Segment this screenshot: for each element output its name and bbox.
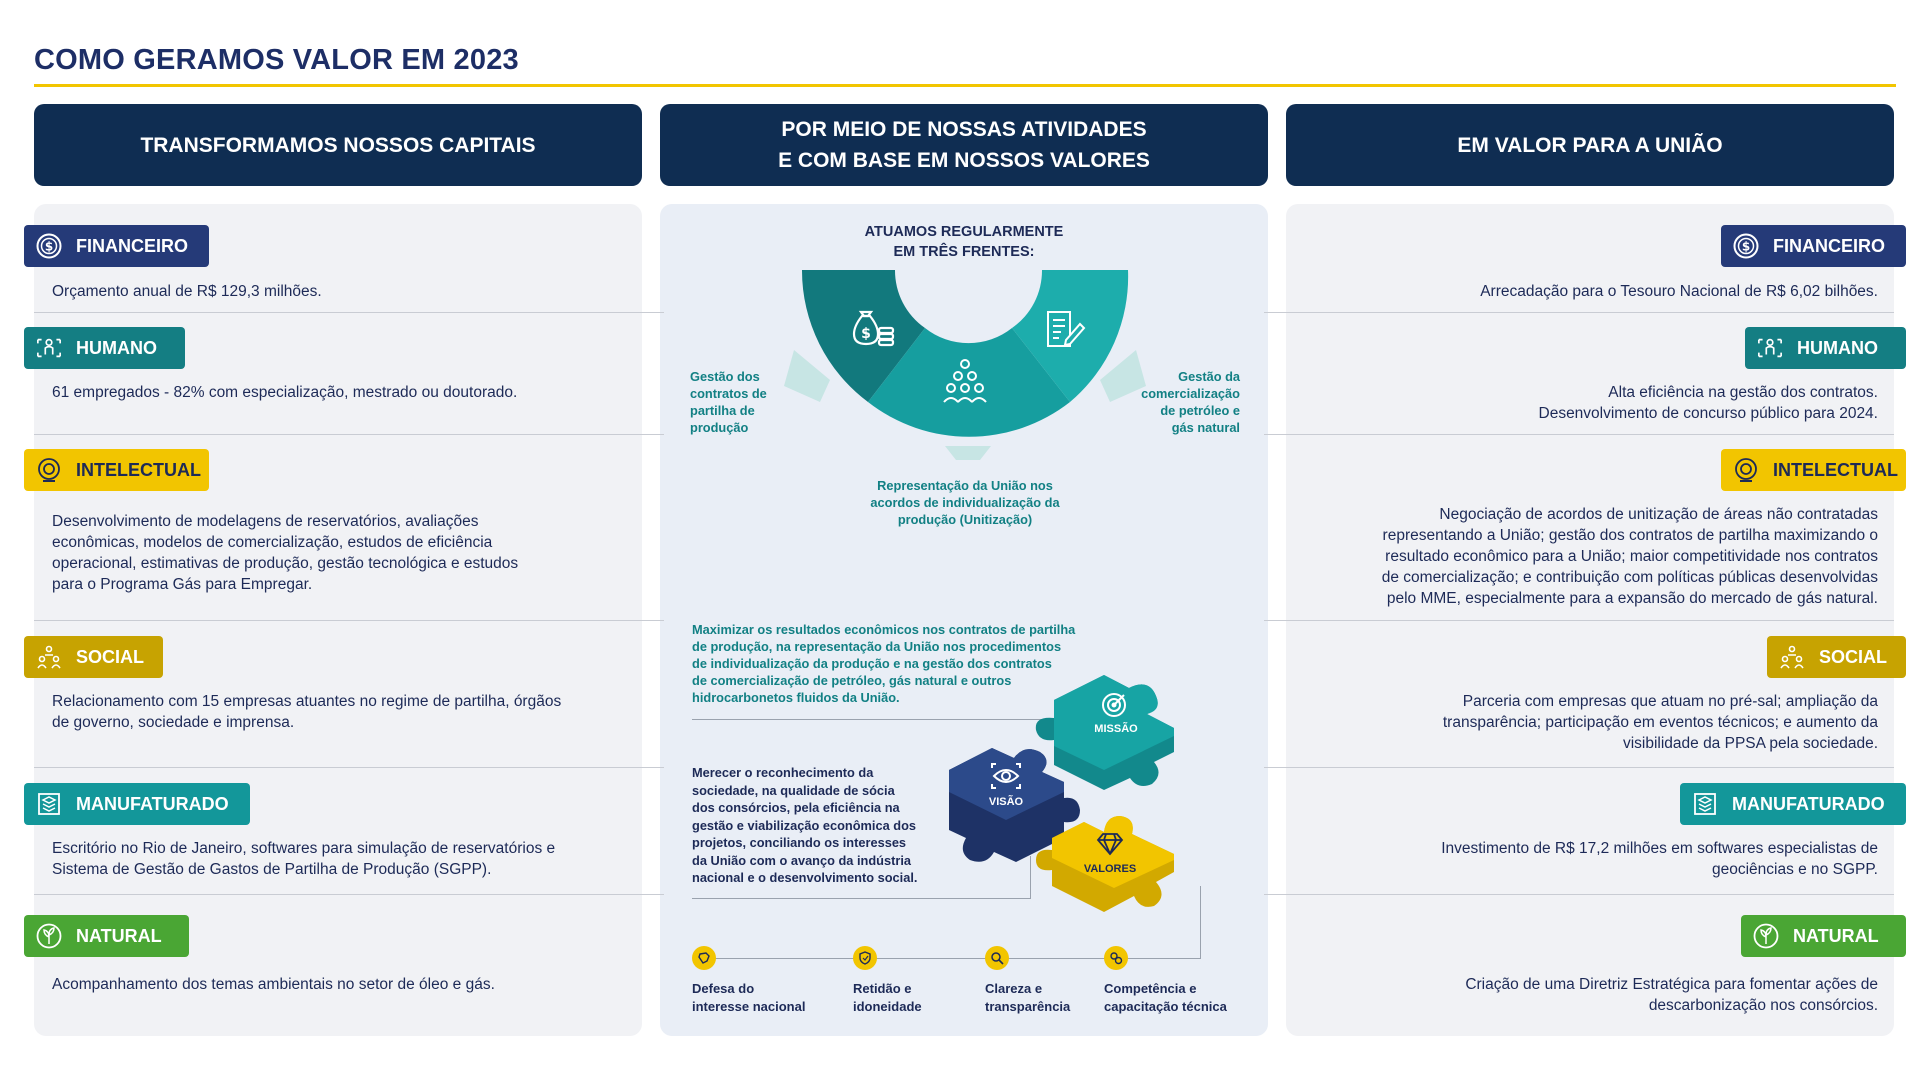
people-network-icon [1757, 335, 1783, 361]
capital-intelectual-right [1721, 449, 1906, 491]
text-line: de governo, sociedade e imprensa. [52, 714, 295, 731]
value-line: Clareza e [985, 981, 1043, 996]
value-item [692, 980, 805, 1016]
capital-humano-right [1745, 327, 1906, 369]
capital-label: SOCIAL [1819, 646, 1888, 667]
magnifier-icon [985, 946, 1009, 970]
leaf-icon [36, 923, 62, 949]
text-line: geociências e no SGPP. [1711, 861, 1878, 878]
puzzle-graphic [944, 660, 1254, 930]
svg-text:$: $ [861, 326, 871, 342]
header-value [1286, 104, 1894, 186]
values-piece-label: VALORES [1083, 863, 1137, 875]
text-line: Parceria com empresas que atuam no pré-sal; ampliação da [1462, 693, 1878, 710]
brain-gear-icon [1733, 457, 1759, 483]
capital-humano-left-text: 61 empregados - 82% com especialização, mestrado ou doutorado. [52, 384, 518, 401]
text-line: produção [690, 420, 749, 435]
arrow-bottom-shape [945, 446, 991, 460]
separator-line [1264, 620, 1894, 621]
capital-natural-right [1741, 915, 1906, 957]
capital-financeiro-left-text: Orçamento anual de R$ 129,3 milhões. [52, 283, 322, 300]
capital-label: NATURAL [76, 925, 162, 946]
box-stack-icon [1692, 791, 1718, 817]
front-left-text [690, 368, 810, 436]
capital-manufaturado-right-text [1441, 838, 1878, 880]
separator-line [1264, 894, 1894, 895]
box-stack-icon [36, 791, 62, 817]
capital-social-right-text [1443, 691, 1878, 754]
text-line: Gestão da [1178, 369, 1240, 384]
text-line: hidrocarbonetos fluidos da União. [692, 690, 900, 705]
text-line: Relacionamento com 15 empresas atuantes no regime de partilha, órgãos [52, 693, 562, 710]
capital-natural-right-text [1465, 974, 1878, 1016]
value-item [985, 980, 1070, 1016]
value-item [1104, 980, 1227, 1016]
header-activities-line1: POR MEIO DE NOSSAS ATIVIDADES [781, 118, 1147, 141]
text-line: comercialização [1141, 386, 1240, 401]
text-line: de petróleo e [1160, 403, 1240, 418]
text-line: Escritório no Rio de Janeiro, softwares para simulação de reservatórios e [52, 840, 556, 857]
capital-label: MANUFATURADO [1732, 793, 1885, 814]
text-line: Desenvolvimento de concurso público para 2024. [1538, 405, 1878, 422]
capital-label: FINANCEIRO [76, 235, 188, 256]
separator-line [1264, 312, 1894, 313]
capital-social-left [24, 636, 163, 678]
text-line: Negociação de acordos de unitização de áreas não contratadas [1439, 506, 1878, 523]
capital-label: MANUFATURADO [76, 793, 229, 814]
mission-piece-label: MISSÃO [1094, 723, 1138, 735]
text-line: contratos de [690, 386, 767, 401]
capital-label: HUMANO [1797, 337, 1878, 358]
text-line: Alta eficiência na gestão dos contratos. [1608, 384, 1878, 401]
separator-line [34, 767, 664, 768]
fronts-diagram [780, 262, 1150, 472]
text-line: para o Programa Gás para Empregar. [52, 576, 313, 593]
community-icon [1779, 644, 1805, 670]
brazil-map-icon [692, 946, 716, 970]
text-line: Investimento de R$ 17,2 milhões em softwares especialistas de [1441, 840, 1878, 857]
capital-financeiro-right [1721, 225, 1906, 267]
value-line: Competência e [1104, 981, 1197, 996]
fronts-title-line1: ATUAMOS REGULARMENTE [864, 224, 1064, 240]
text-line: Merecer o reconhecimento da [692, 765, 874, 780]
capital-humano-left [24, 327, 185, 369]
text-line: transparência; participação em eventos técnicos; e aumento da [1442, 714, 1878, 731]
vision-piece-label: VISÃO [988, 796, 1024, 808]
header-activities [660, 104, 1268, 186]
text-line: partilha de [690, 403, 755, 418]
capital-humano-right-text [1539, 382, 1879, 424]
capital-social-right [1767, 636, 1906, 678]
text-line: representando a União; gestão dos contratos de partilha maximizando o [1382, 527, 1878, 544]
value-line: interesse nacional [692, 999, 806, 1014]
value-line: Defesa do [692, 981, 755, 996]
values-timeline-line [1200, 886, 1201, 959]
capital-intelectual-left [24, 449, 209, 491]
header-activities-line2: E COM BASE EM NOSSOS VALORES [778, 149, 1150, 172]
capital-natural-left-text: Acompanhamento dos temas ambientais no setor de óleo e gás. [52, 976, 495, 993]
value-line: idoneidade [853, 999, 922, 1014]
capital-social-left-text [52, 691, 561, 733]
separator-line [34, 894, 664, 895]
people-network-icon [36, 335, 62, 361]
dollar-coin-icon [36, 233, 62, 259]
text-line: dos consórcios, pela eficiência na [692, 800, 900, 815]
text-line: de produção, na representação da União nos procedimentos [692, 639, 1062, 654]
brain-gear-icon [36, 457, 62, 483]
text-line: de comercialização de petróleo, gás natural e outros [692, 673, 1012, 688]
text-line: Sistema de Gestão de Gastos de Partilha de Produção (SGPP). [52, 861, 492, 878]
svg-text:$: $ [44, 239, 54, 254]
community-icon [36, 644, 62, 670]
gears-icon [1104, 946, 1128, 970]
text-line: descarbonização nos consórcios. [1648, 997, 1878, 1014]
text-line: visibilidade da PPSA pela sociedade. [1622, 735, 1878, 752]
page-title: COMO GERAMOS VALOR EM 2023 [34, 44, 519, 76]
capital-label: INTELECTUAL [76, 459, 201, 480]
text-line: Representação da União nos [877, 478, 1053, 493]
separator-line [1264, 434, 1894, 435]
text-line: projetos, conciliando os interesses [692, 835, 907, 850]
title-underline [34, 84, 1896, 87]
shield-icon [853, 946, 877, 970]
text-line: de individualização da produção e na gestão dos contratos [692, 656, 1052, 671]
separator-line [34, 434, 664, 435]
value-line: Retidão e [853, 981, 912, 996]
text-line: nacional e o desenvolvimento social. [692, 870, 918, 885]
front-bottom-text [815, 477, 1115, 528]
capital-manufaturado-right [1680, 783, 1906, 825]
capital-financeiro-left [24, 225, 209, 267]
text-line: Gestão dos [690, 369, 760, 384]
capital-manufaturado-left [24, 783, 250, 825]
fronts-title-line2: EM TRÊS FRENTES: [893, 244, 1035, 260]
capital-financeiro-right-text: Arrecadação para o Tesouro Nacional de R$ 6,02 bilhões. [1480, 283, 1878, 300]
capital-intelectual-right-text [1382, 504, 1878, 609]
text-line: gás natural [1171, 420, 1240, 435]
text-line: Maximizar os resultados econômicos nos contratos de partilha [692, 622, 1076, 637]
text-line: pelo MME, especialmente para a expansão do mercado de gás natural. [1386, 590, 1878, 607]
separator-line [34, 312, 664, 313]
text-line: gestão e viabilização econômica dos [692, 817, 917, 833]
fronts-title [660, 222, 1268, 262]
text-line: de comercialização; e contribuição com políticas públicas desenvolvidas [1381, 569, 1878, 586]
header-value-text: EM VALOR PARA A UNIÃO [1457, 133, 1723, 157]
value-line: transparência [985, 999, 1071, 1014]
separator-line [34, 620, 664, 621]
text-line: operacional, estimativas de produção, gestão tecnológica e estudos [52, 555, 519, 572]
text-line: resultado econômico para a União; maior competitividade nos contratos [1385, 548, 1878, 565]
vision-text [692, 764, 952, 887]
text-line: Desenvolvimento de modelagens de reservatórios, avaliações [52, 513, 479, 530]
separator-line [1264, 767, 1894, 768]
capital-label: FINANCEIRO [1773, 235, 1885, 256]
capital-intelectual-left-text [52, 511, 518, 595]
dollar-coin-icon [1733, 233, 1759, 259]
capital-label: NATURAL [1793, 925, 1879, 946]
leaf-icon [1753, 923, 1779, 949]
value-line: capacitação técnica [1104, 999, 1227, 1014]
capital-label: HUMANO [76, 337, 157, 358]
svg-text:$: $ [1741, 239, 1751, 254]
text-line: acordos de individualização da [870, 495, 1060, 510]
text-line: sociedade, na qualidade de sócia [692, 782, 895, 798]
text-line: produção (Unitização) [897, 512, 1033, 527]
front-right-text [1120, 368, 1240, 436]
capital-label: INTELECTUAL [1773, 459, 1898, 480]
capital-label: SOCIAL [76, 646, 145, 667]
capital-manufaturado-left-text [52, 838, 555, 880]
text-line: Criação de uma Diretriz Estratégica para fomentar ações de [1465, 976, 1878, 993]
value-item [853, 980, 922, 1016]
header-capitals-text: TRANSFORMAMOS NOSSOS CAPITAIS [140, 133, 536, 157]
capital-natural-left [24, 915, 189, 957]
text-line: econômicas, modelos de comercialização, estudos de eficiência [52, 534, 493, 551]
text-line: da União com o avanço da indústria [692, 852, 912, 868]
header-capitals [34, 104, 642, 186]
